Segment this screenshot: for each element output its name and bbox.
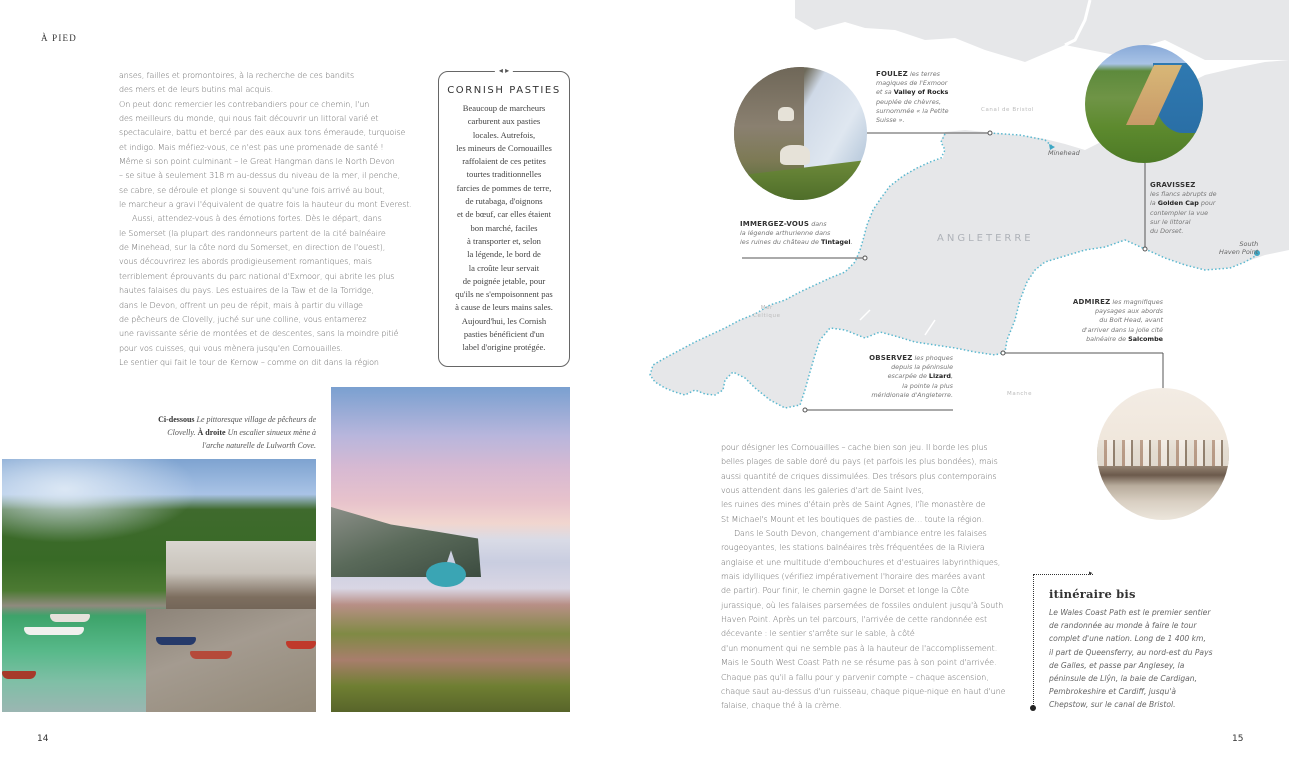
boat	[190, 651, 232, 659]
photo-lagoon	[426, 562, 466, 587]
text-line: décevante : le sentier s'arrête sur le sable, à côté	[721, 629, 915, 639]
sidebar-line: bon marché, faciles	[470, 222, 538, 233]
annotation-text: sur le littoral	[1150, 217, 1191, 226]
text-line: le Somerset (la plupart des randonneurs partent de la cité balnéaire	[119, 228, 386, 238]
annotation-verb: FOULEZ	[876, 70, 908, 78]
text-line: des meilleurs du monde, qui nous fait découvrir un littoral varié et	[119, 114, 379, 124]
annotation-text: balnéaire de	[1086, 334, 1129, 343]
sidebar-line: de rutabaga, d'oignons	[465, 196, 543, 207]
annotation-text: .	[850, 238, 853, 247]
text-line: belles plages de sable doré du pays (et parfois les plus bondées), mais	[721, 457, 998, 467]
sidebar-line: à cause de leurs mains sales.	[455, 302, 553, 313]
sea-label-line: Celtique	[753, 313, 781, 319]
annotation-text: d'arriver dans la jolie cité	[1081, 325, 1163, 334]
text-line: St Michael's Mount et les boutiques de pasties de… toute la région.	[721, 514, 985, 524]
town-label-line: South	[1239, 240, 1259, 248]
bis-line: de randonnée au monde à faire le tour	[1049, 621, 1197, 631]
annotation-text: du Bolt Head, avant	[1099, 316, 1163, 325]
town-label-minehead: Minehead	[1048, 149, 1080, 157]
photo-beach	[146, 609, 316, 712]
itineraire-bis-title: itinéraire bis	[1049, 587, 1136, 601]
sea-label-manche: Manche	[1007, 391, 1033, 397]
sidebar-line: la légende, le bord de	[467, 249, 541, 260]
text-line: rougeoyantes, les stations balnéaires très fréquentées de la Riviera	[721, 543, 985, 553]
text-line: pour désigner les Cornouailles – cache bien son jeu. Il borde les plus	[721, 443, 988, 452]
annotation-text: du Dorset.	[1150, 227, 1184, 236]
annotation-text: la pointe la plus	[902, 381, 953, 390]
caption-label-below: Ci-dessous	[158, 415, 195, 424]
bis-line: Pembrokeshire et Cardiff, jusqu'à	[1049, 687, 1177, 697]
sidebar-line: qu'ils ne s'empoisonnent pas	[455, 289, 553, 300]
annotation-foulez	[876, 70, 949, 125]
text-line: se cabre, se déroule et plonge si souvent qu'une fois arrivé au bout,	[119, 185, 385, 195]
sidebar-line: farcies de pommes de terre,	[456, 182, 552, 193]
goat	[778, 107, 794, 121]
photo-caption	[150, 413, 316, 452]
sidebar-line: pasties bénéficient d'un	[463, 329, 545, 340]
sidebar-line: Beaucoup de marcheurs	[462, 103, 546, 113]
sidebar-line: Aujourd'hui, les Cornish	[461, 315, 547, 326]
boat	[156, 637, 196, 645]
sidebar-line: la croûte leur servait	[468, 262, 540, 273]
annotation-text: Suisse ».	[876, 116, 905, 125]
annotation-text: la légende arthurienne dans	[740, 229, 831, 238]
sidebar-line: carburent aux pasties	[467, 116, 541, 127]
bis-line: Le Wales Coast Path est le premier sentier	[1049, 608, 1211, 617]
text-line: Haven Point. Après un tel parcours, l'arrivée de cette randonnée est	[721, 615, 987, 625]
text-line: chaque saut au-dessus d'un ruisseau, chaque pique-nique en haut d'une	[721, 686, 1006, 696]
text-line: spectaculaire, battu et bercé par des eaux aux tons émeraude, turquoise	[119, 128, 406, 138]
text-line: aussi quantité de criques dissimulées. Des trésors plus contemporains	[721, 471, 997, 481]
annotation-verb: OBSERVEZ	[869, 354, 913, 362]
annotation-verb: ADMIREZ	[1072, 298, 1111, 306]
left-page	[0, 0, 644, 771]
sidebar-line: locales. Autrefois,	[472, 129, 536, 140]
cornish-pasties-sidebar	[438, 66, 570, 367]
text-line: de pêcheurs de Clovelly, juché sur une colline, vous entamerez	[119, 314, 367, 324]
town-label-south-haven	[1219, 240, 1258, 256]
boat	[286, 641, 316, 649]
photo-town	[1097, 440, 1229, 466]
text-line: Chaque pas qu'il a fallu pour y parvenir compte – chaque ascension,	[721, 672, 989, 682]
annotation-place: Tintagel	[820, 238, 851, 247]
text-line: Le sentier qui fait le tour de Kernow – comme on dit dans la région	[119, 357, 379, 367]
annotation-text: peuplée de chèvres,	[876, 97, 941, 106]
sidebar-line: et de bœuf, car elles étaient	[456, 209, 551, 220]
annotation-text: ,	[950, 372, 953, 381]
annotation-text: les phoques	[912, 354, 953, 362]
ornament-icon: ◂ ▸	[495, 66, 513, 76]
annotation-text: les magnifiques	[1110, 298, 1163, 306]
sidebar-body	[443, 102, 565, 355]
bis-line: péninsule de Llŷn, la baie de Cardigan,	[1049, 674, 1198, 684]
annotation-text: la	[1150, 199, 1158, 208]
bis-line: complet d'une nation. Long de 1 400 km,	[1049, 634, 1206, 644]
text-line: vous découvrirez les abords prodigieusement romantiques, mais	[119, 257, 372, 267]
boat	[50, 614, 90, 622]
sidebar-line: à transporter et, selon	[467, 235, 541, 246]
annotation-text: escarpée de	[887, 372, 929, 381]
coast-path-map	[645, 0, 1289, 430]
annotation-text: surnommée « la Petite	[876, 106, 949, 115]
bis-line: Chepstow, sur le canal de Bristol.	[1049, 700, 1176, 710]
sidebar-title: CORNISH PASTIES	[447, 85, 561, 96]
annotation-text: les flancs abrupts de	[1150, 190, 1217, 199]
annotation-text: depuis la péninsule	[891, 363, 953, 372]
annotation-verb: IMMERGEZ-VOUS	[740, 220, 810, 228]
page-number: 15	[1232, 734, 1244, 744]
annotation-text: et sa	[876, 88, 894, 97]
annotation-immergez	[740, 220, 853, 248]
right-body-text	[721, 441, 1021, 714]
annotation-place: Lizard	[928, 372, 951, 381]
annotation-text: magiques de l'Exmoor	[876, 79, 948, 88]
sea-label-celtic	[753, 304, 781, 320]
sea-label-bristol: Canal de Bristol	[981, 107, 1035, 113]
annotation-text: pour	[1198, 199, 1216, 208]
sidebar-line: tourtes traditionnelles	[466, 169, 542, 180]
boat	[24, 627, 84, 635]
annotation-admirez	[1035, 298, 1163, 344]
annotation-text: contempler la vue	[1150, 208, 1209, 217]
itineraire-bis-body	[1049, 606, 1213, 712]
sidebar-line: les mineurs de Cornouailles	[456, 142, 552, 153]
arrow-right-icon: ▸	[1089, 570, 1093, 577]
sea-label-line: Mer	[760, 305, 773, 311]
text-line: On peut donc remercier les contrebandiers pour ce chemin, l'un	[119, 99, 370, 109]
bullet-dot-icon	[1030, 705, 1036, 711]
bis-line: il part de Queensferry, au nord-est du Pays	[1049, 647, 1213, 657]
page-number: 14	[37, 734, 49, 744]
caption-text: Un escalier sinueux mène à l'arche naturelle de Lulworth Cove.	[202, 428, 316, 450]
text-line: anses, failles et promontoires, à la recherche de ces bandits	[119, 71, 355, 80]
boat	[2, 671, 36, 679]
sidebar-line: raffolaient de ces petites	[462, 156, 546, 167]
caption-text: Le pittoresque village de pêcheurs de Clovelly.	[167, 415, 316, 437]
text-line: vous attendent dans les galeries d'art de Saint Ives,	[721, 486, 925, 496]
text-line: le marcheur a gravi l'équivalent de quatre fois la hauteur du mont Everest.	[119, 200, 412, 210]
sidebar-line: label d'origine protégée.	[462, 342, 546, 353]
goat	[780, 145, 810, 165]
golden-cap-circle-photo	[1085, 45, 1203, 163]
text-line: des mers et de leurs butins mal acquis.	[119, 85, 274, 95]
town-label-line: Haven Point	[1219, 248, 1259, 256]
text-line: de partir). Pour finir, le chemin gagne le Dorset et longe la Côte	[721, 586, 969, 596]
annotation-text: paysages aux abords	[1094, 307, 1163, 316]
text-line: les ruines des mines d'étain près de Saint Agnes, l'île monastère de	[721, 500, 986, 510]
annotation-place: Valley of Rocks	[893, 88, 949, 97]
text-line: Même si son point culminant – le Great Hangman dans le North Devon	[119, 157, 395, 167]
text-line: Dans le South Devon, changement d'ambiance entre les falaises	[734, 529, 987, 539]
sidebar-line: de poignée jetable, pour	[462, 275, 546, 286]
text-line: anglaise et une multitude d'embouchures et d'estuaires labyrinthiques,	[721, 557, 1001, 567]
annotation-text: dans	[809, 220, 827, 228]
country-label: ANGLETERRE	[937, 233, 1034, 244]
text-line: pour vos cuisses, qui vous mènera jusqu'en Cornouailles.	[119, 343, 343, 353]
text-line: hautes falaises du pays. Les estuaires de la Taw et de la Torridge,	[119, 286, 374, 296]
bis-line: de Galles, et passe par Anglesey, la	[1049, 660, 1185, 670]
text-line: falaise, chaque thé à la crème.	[721, 701, 842, 711]
text-line: une ravissante série de montées et de descentes, sans la moindre pitié	[119, 329, 399, 339]
text-line: et indigo. Mais méfiez-vous, ce n'est pas une promenade de santé !	[119, 142, 384, 152]
goats-circle-photo	[734, 67, 867, 200]
lulworth-photo	[331, 387, 570, 712]
running-head: À PIED	[41, 33, 77, 43]
right-page	[645, 0, 1289, 771]
annotation-verb: GRAVISSEZ	[1150, 181, 1196, 189]
annotation-text: les terres	[907, 70, 940, 78]
salcombe-circle-photo	[1097, 388, 1229, 520]
text-line: d'un monument qui ne semble pas à la hauteur de l'accomplissement.	[721, 643, 998, 653]
text-line: mais idylliques (vérifiez impérativement l'horaire des marées avant	[721, 572, 986, 582]
text-line: Mais le South West Coast Path ne se résume pas à son point d'arrivée.	[721, 658, 997, 668]
annotation-place: Salcombe	[1128, 334, 1163, 343]
left-body-text	[119, 69, 419, 370]
text-line: jurassique, où les falaises parsemées de fossiles ondulent jusqu'à South	[721, 600, 1004, 610]
text-line: – se situe à seulement 318 m au-dessus du niveau de la mer, il penche,	[119, 171, 401, 181]
annotation-place: Golden Cap	[1157, 199, 1199, 208]
text-line: dans le Devon, offrent un peu de répit, mais à partir du village	[119, 300, 363, 310]
text-line: de Minehead, sur la côte nord du Somerset, en direction de l'ouest),	[119, 243, 386, 253]
text-line: Aussi, attendez-vous à des émotions fortes. Dès le départ, dans	[132, 214, 382, 224]
annotation-text: les ruines du château de	[740, 238, 821, 247]
annotation-gravissez	[1150, 181, 1217, 236]
clovelly-photo	[2, 459, 316, 712]
caption-label-right: À droite	[197, 428, 226, 437]
text-line: terriblement éprouvants du parc national d'Exmoor, qui abrite les plus	[119, 271, 395, 281]
annotation-text: méridionale d'Angleterre.	[871, 390, 953, 399]
annotation-observez	[835, 354, 953, 400]
